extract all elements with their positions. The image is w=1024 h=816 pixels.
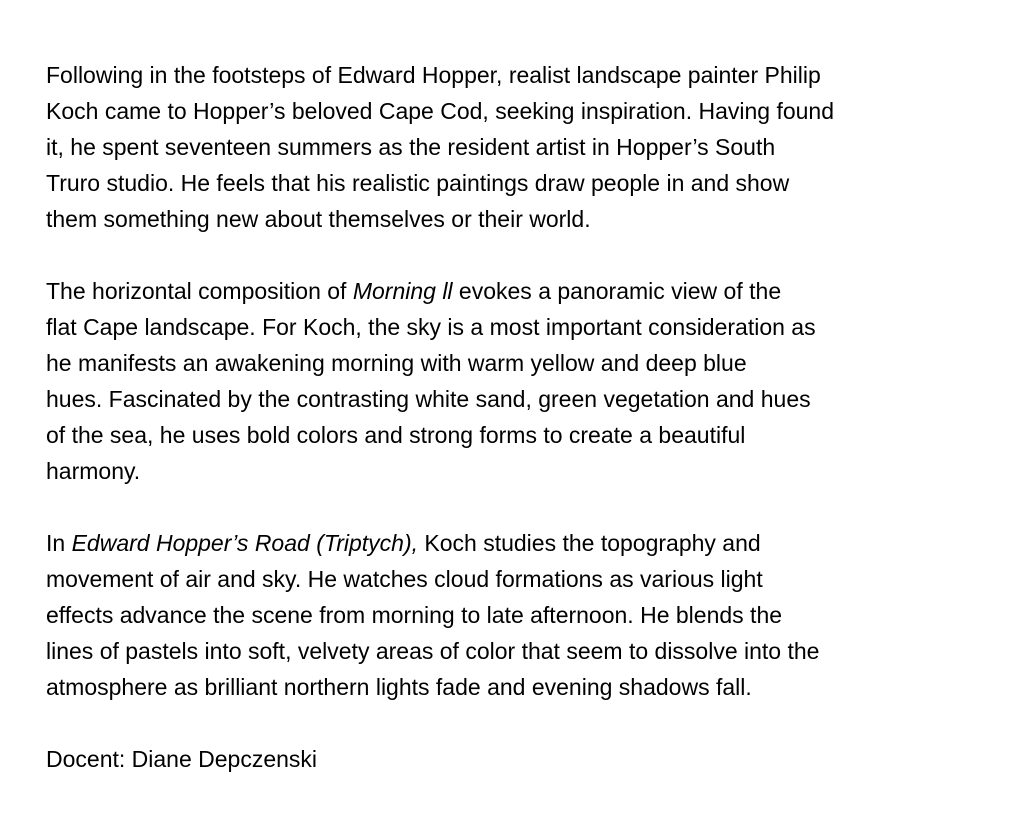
text-run: Koch studies the topography and xyxy=(418,530,761,556)
paragraph-intro xyxy=(46,57,986,237)
paragraph-morning-ii xyxy=(46,273,986,489)
document-body xyxy=(46,57,986,777)
artwork-title: Edward Hopper’s Road (Triptych), xyxy=(71,530,418,556)
text-line: Following in the footsteps of Edward Hopper, realist landscape painter Philip xyxy=(46,62,821,88)
text-line: flat Cape landscape. For Koch, the sky is a most important consideration as xyxy=(46,314,816,340)
text-line xyxy=(46,525,986,561)
text-line: lines of pastels into soft, velvety areas of color that seem to dissolve into the xyxy=(46,638,820,664)
text-line: atmosphere as brilliant northern lights fade and evening shadows fall. xyxy=(46,674,752,700)
text-line: of the sea, he uses bold colors and strong forms to create a beautiful xyxy=(46,422,746,448)
text-line: he manifests an awakening morning with warm yellow and deep blue xyxy=(46,350,747,376)
text-line: Koch came to Hopper’s beloved Cape Cod, seeking inspiration. Having found xyxy=(46,98,835,124)
text-line: Truro studio. He feels that his realistic paintings draw people in and show xyxy=(46,170,790,196)
docent-signature: Docent: Diane Depczenski xyxy=(46,746,318,772)
text-line: hues. Fascinated by the contrasting white sand, green vegetation and hues xyxy=(46,386,811,412)
text-run: evokes a panoramic view of the xyxy=(452,278,782,304)
text-run: In xyxy=(46,530,72,556)
text-line: movement of air and sky. He watches cloud formations as various light xyxy=(46,566,763,592)
text-line: effects advance the scene from morning to late afternoon. He blends the xyxy=(46,602,783,628)
text-line: harmony. xyxy=(46,458,141,484)
artwork-title: Morning ll xyxy=(352,278,453,304)
text-run: The horizontal composition of xyxy=(46,278,353,304)
text-line: them something new about themselves or their world. xyxy=(46,206,591,232)
text-line xyxy=(46,273,986,309)
text-line: it, he spent seventeen summers as the resident artist in Hopper’s South xyxy=(46,134,776,160)
paragraph-hoppers-road xyxy=(46,525,986,705)
